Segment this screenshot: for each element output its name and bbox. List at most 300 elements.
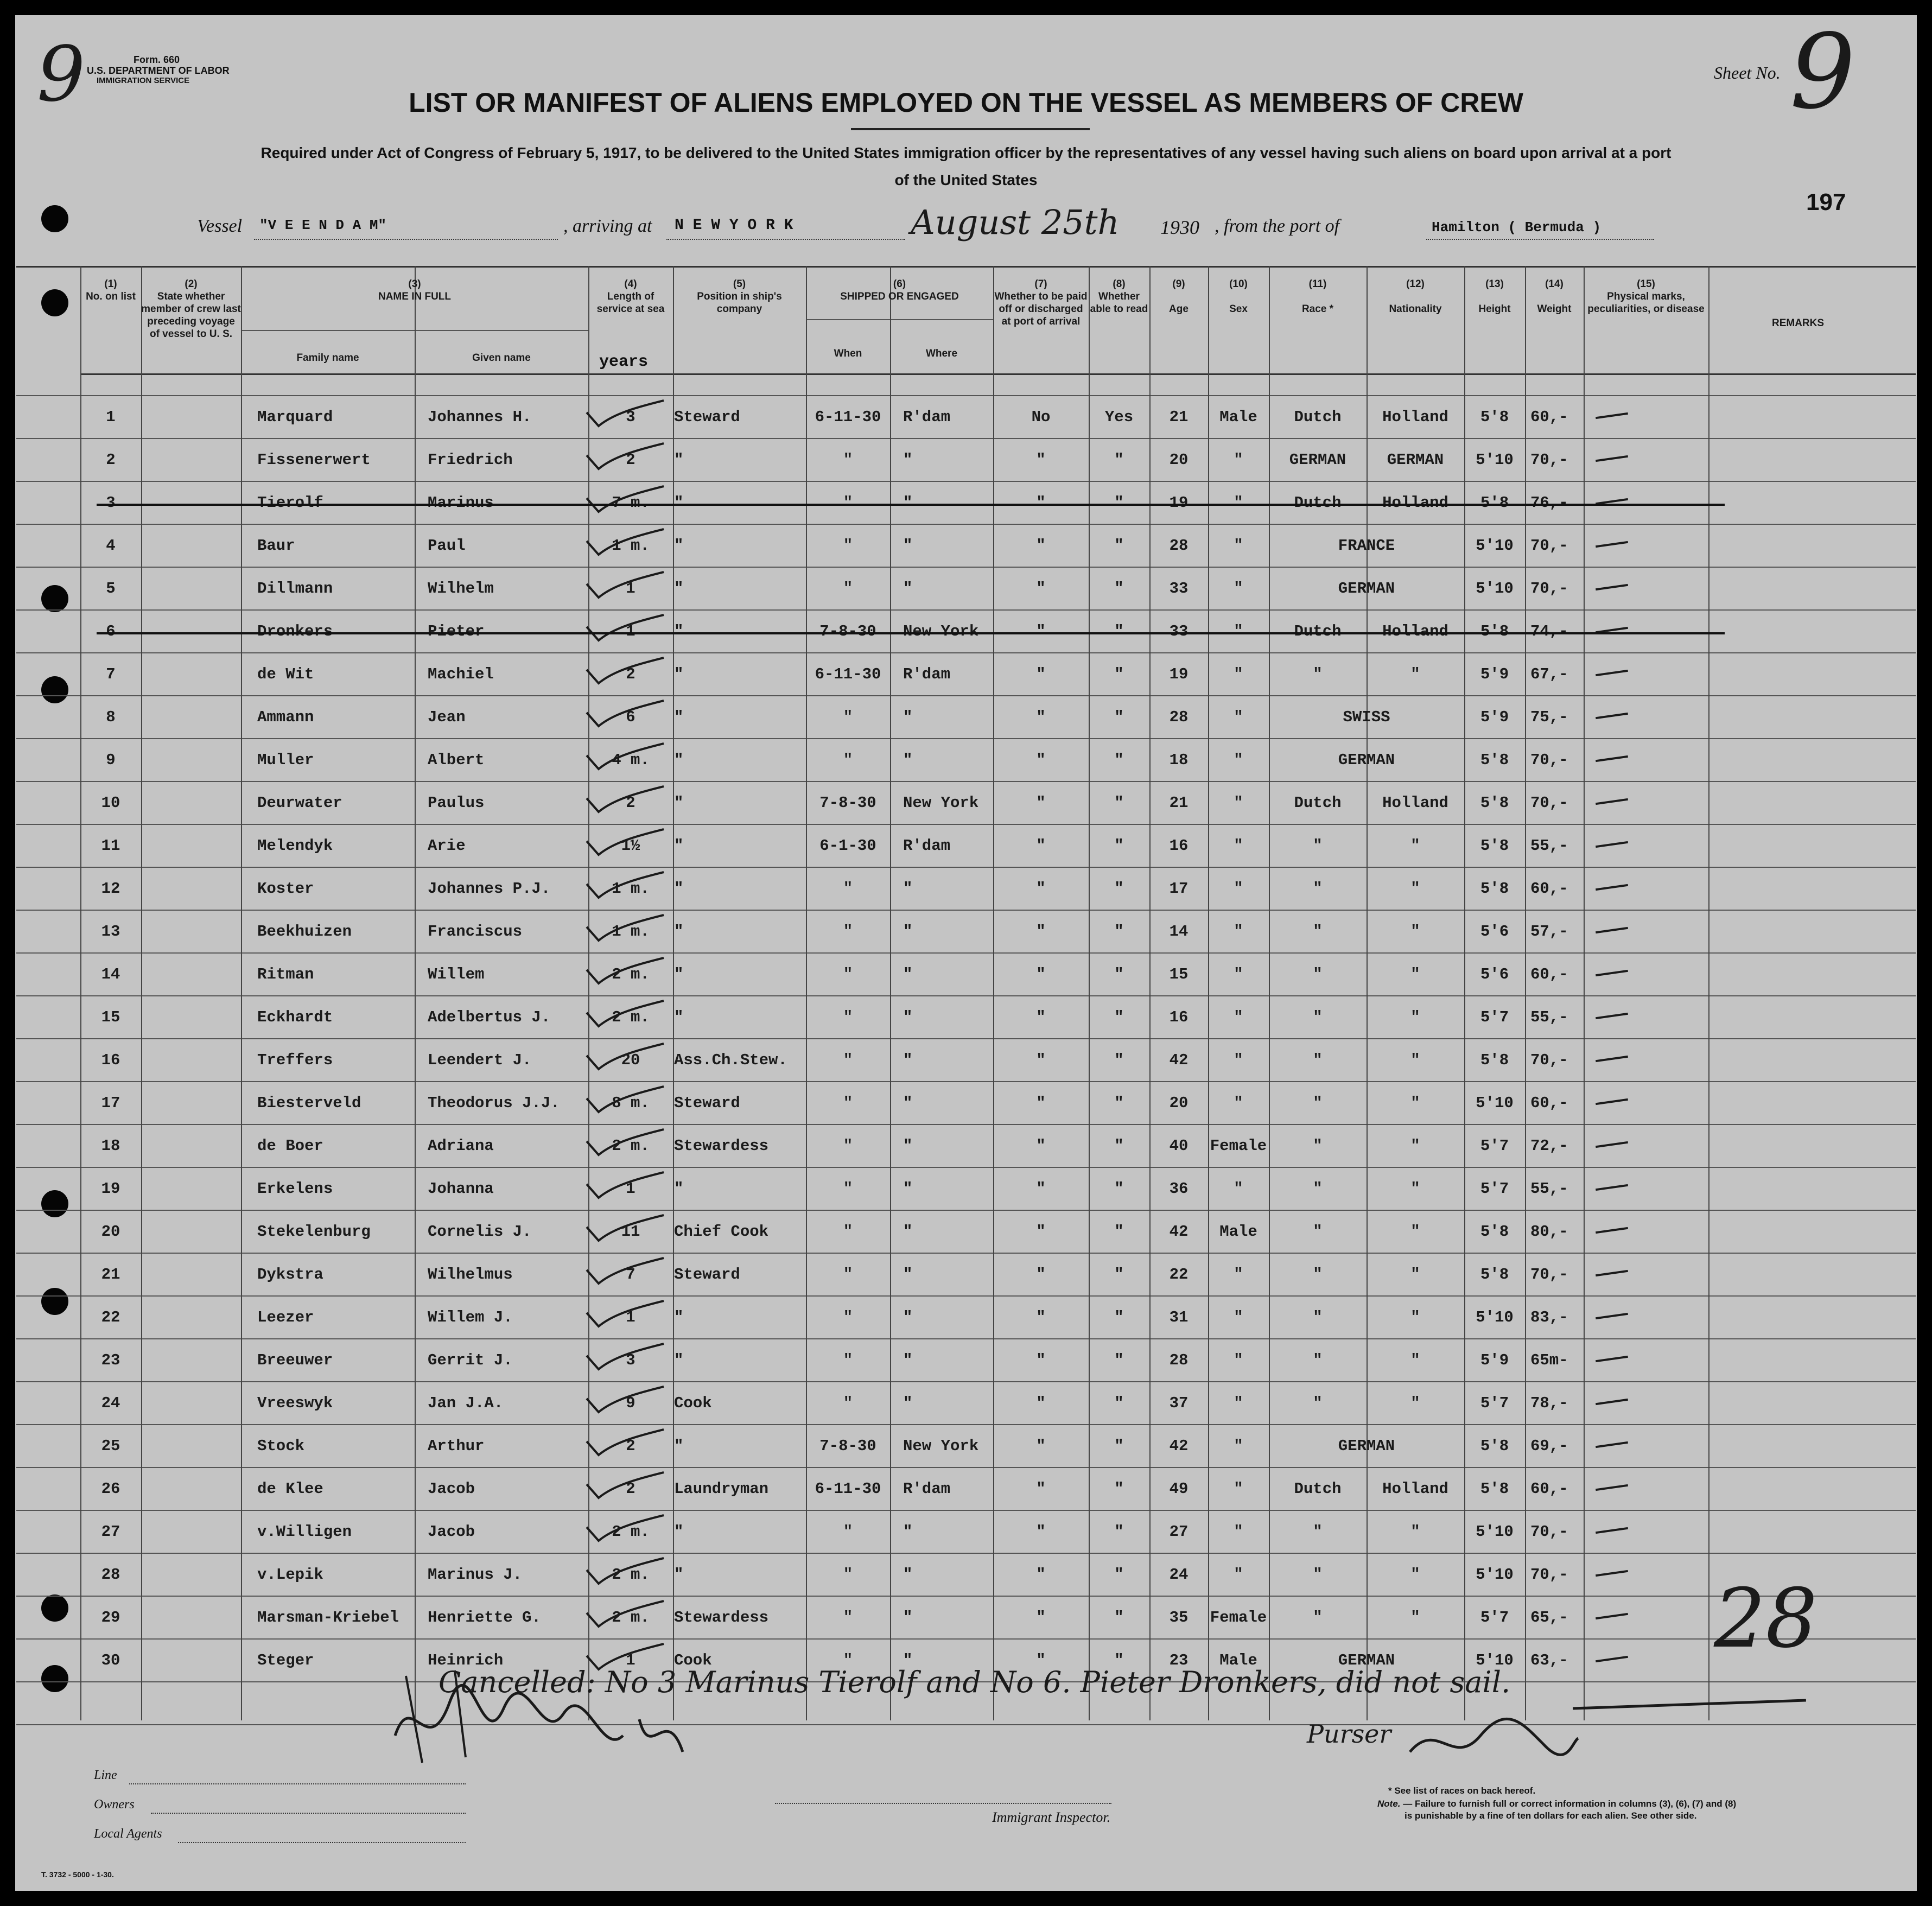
cell-height: 5'8 [1480,1223,1509,1241]
cancelled-note: Cancelled: No 3 Marinus Tierolf and No 6. Pieter Dronkers, did not sail. [438,1665,1511,1699]
check-mark-icon [582,653,669,691]
cell-where: R'dam [903,408,951,426]
cell-family: Stock [257,1437,305,1455]
row-rule [16,1638,1916,1640]
cell-height: 5'7 [1480,1180,1509,1198]
cell-read: " [1114,1051,1124,1069]
cell-len: 2 m. [612,1137,650,1155]
cell-sex: " [1234,837,1243,855]
cell-family: v.Lepik [257,1566,323,1584]
shipped-subheader-rule [806,319,993,320]
row-rule [16,1253,1916,1254]
cell-when: " [843,1651,853,1669]
cell-where: New York [903,622,979,640]
cell-weight: 63,- [1530,1651,1568,1669]
cell-family: Marquard [257,408,333,426]
cell-paid: " [1036,751,1046,769]
cell-no: 15 [101,1008,120,1026]
marks-dash [1596,927,1628,933]
cell-sex: " [1234,965,1243,983]
row-rule [16,1467,1916,1468]
cell-height: 5'6 [1480,965,1509,983]
cell-height: 5'10 [1476,1566,1514,1584]
cell-nat: Holland [1382,408,1448,426]
cell-race: " [1313,880,1323,898]
cell-read: " [1114,923,1124,941]
cell-no: 5 [106,580,116,598]
cell-pos: Steward [674,1094,740,1112]
cell-weight: 60,- [1530,1094,1568,1112]
col-shipped-num: (6) [893,278,906,290]
total-underline [1573,1699,1806,1710]
cell-age: 28 [1169,537,1189,555]
cell-age: 16 [1169,1008,1189,1026]
cell-family: de Klee [257,1480,323,1498]
cell-age: 20 [1169,1094,1189,1112]
column-rule [1525,266,1526,1720]
row-rule [16,952,1916,954]
cell-nat: " [1410,1180,1420,1198]
arrival-year: 1930 [1160,217,1199,238]
cell-weight: 78,- [1530,1394,1568,1412]
row-rule [16,867,1916,868]
cell-age: 28 [1169,708,1189,726]
cell-height: 5'9 [1480,708,1509,726]
col-position-num: (5) [733,278,746,290]
cell-family: Biesterveld [257,1094,361,1112]
column-rule [1089,266,1090,1720]
col-length-header [588,278,673,315]
marks-dash [1596,1484,1628,1491]
cell-paid: " [1036,1394,1046,1412]
cell-len: 2 m. [612,1523,650,1541]
cell-pos: " [674,1437,684,1455]
cell-weight: 55,- [1530,837,1568,855]
cell-given: Jacob [428,1523,475,1541]
col-position-label: Position in ship's company [697,291,782,315]
cell-family: Steger [257,1651,314,1669]
cell-weight: 70,- [1530,1051,1568,1069]
cell-height: 5'8 [1480,837,1509,855]
cell-sex: " [1234,794,1243,812]
cell-age: 16 [1169,837,1189,855]
cell-no: 18 [101,1137,120,1155]
cell-family: Dronkers [257,622,333,640]
subtitle-line-1: Required under Act of Congress of February 5, 1917, to be delivered to the United States immigration officer by the representatives of any vessel having such aliens on board upon arrival at a port [260,144,1672,161]
col-sex-header [1208,278,1269,315]
sheet-label: Sheet No. [1714,63,1781,82]
cell-race: Dutch [1294,1480,1342,1498]
marks-dash [1596,884,1628,891]
cell-age: 37 [1169,1394,1189,1412]
col-family-header: Family name [296,352,359,364]
cell-height: 5'10 [1476,1523,1514,1541]
cell-read: " [1114,751,1124,769]
marks-dash [1596,1270,1628,1276]
cell-when: " [843,1566,853,1584]
cell-len: 11 [621,1223,640,1241]
cell-read: " [1114,580,1124,598]
cell-no: 23 [101,1351,120,1369]
cell-paid: " [1036,1651,1046,1669]
cell-family: Beekhuizen [257,923,352,941]
cell-where: " [903,751,913,769]
cell-paid: " [1036,1137,1046,1155]
column-rule [1149,266,1151,1720]
cell-height: 5'8 [1480,1480,1509,1498]
check-mark-icon [582,396,669,434]
cell-len: 2 [626,1437,635,1455]
cell-when: " [843,708,853,726]
row-rule [16,1210,1916,1211]
cell-nat: Holland [1382,1480,1448,1498]
cell-age: 42 [1169,1223,1189,1241]
col-height-num: (13) [1485,278,1504,290]
cell-where: R'dam [903,837,951,855]
cell-paid: " [1036,580,1046,598]
cell-nat: " [1410,923,1420,941]
cell-sex: " [1234,1266,1243,1284]
cell-height: 5'7 [1480,1137,1509,1155]
marks-dash [1596,1399,1628,1405]
cell-nat: " [1410,1266,1420,1284]
cell-sex: " [1234,923,1243,941]
cell-no: 28 [101,1566,120,1584]
cell-given: Franciscus [428,923,523,941]
col-name-label: NAME IN FULL [378,291,452,302]
row-rule [16,567,1916,568]
col-age-num: (9) [1172,278,1185,290]
cell-sex: Male [1219,408,1257,426]
row-rule [16,1510,1916,1511]
row-rule [16,1038,1916,1039]
cell-when: " [843,923,853,941]
from-label: , from the port of [1215,216,1340,236]
cell-paid: " [1036,923,1046,941]
cell-read: " [1114,1651,1124,1669]
cell-nat: " [1410,880,1420,898]
cell-given: Willem [428,965,485,983]
cell-weight: 83,- [1530,1308,1568,1326]
cell-where: R'dam [903,1480,951,1498]
cell-pos: Stewardess [674,1609,769,1627]
cell-sex: " [1234,494,1243,512]
cell-weight: 65,- [1530,1609,1568,1627]
cell-when: " [843,1223,853,1241]
col-state-label: State whether member of crew last preceding voyage of vessel to U. S. [141,291,241,340]
cell-pos: Cook [674,1651,712,1669]
cell-family: Ritman [257,965,314,983]
cell-no: 8 [106,708,116,726]
column-rule [806,266,807,1720]
cell-height: 5'6 [1480,923,1509,941]
cell-when: " [843,1094,853,1112]
marks-dash [1596,1656,1628,1662]
cell-given: Paulus [428,794,485,812]
cell-given: Arie [428,837,466,855]
cell-nat: " [1410,665,1420,683]
cell-where: " [903,1094,913,1112]
cell-read: " [1114,494,1124,512]
strike-through-line [97,504,1725,506]
cell-weight: 65m- [1530,1351,1568,1369]
column-rule [415,266,416,1720]
cell-len: 2 [626,451,635,469]
cell-nat: Holland [1382,622,1448,640]
cell-height: 5'8 [1480,622,1509,640]
cell-sex: " [1234,751,1243,769]
cell-nat: " [1410,1566,1420,1584]
cell-sex: " [1234,580,1243,598]
marks-dash [1596,1441,1628,1448]
cell-age: 35 [1169,1609,1189,1627]
cell-race: " [1313,1394,1323,1412]
cell-pos: " [674,751,684,769]
cell-race: " [1313,1051,1323,1069]
cell-len: 7 m. [612,494,650,512]
cell-height: 5'9 [1480,665,1509,683]
cell-when: " [843,580,853,598]
cell-height: 5'10 [1476,537,1514,555]
cell-len: 1 [626,622,635,640]
col-height-label: Height [1478,303,1511,315]
cell-read: " [1114,622,1124,640]
cell-when: 6-11-30 [815,1480,881,1498]
col-nationality-num: (12) [1406,278,1425,290]
line-field [129,1783,466,1784]
cell-where: New York [903,1437,979,1455]
purser-signature: Purser [1307,1719,1391,1749]
crew-total: 28 [1714,1572,1817,1666]
cell-where: " [903,1351,913,1369]
cell-family: Melendyk [257,837,333,855]
cell-height: 5'10 [1476,1094,1514,1112]
cell-len: 1 m. [612,537,650,555]
cell-weight: 70,- [1530,1266,1568,1284]
cell-when: " [843,1008,853,1026]
cell-family: de Boer [257,1137,323,1155]
row-rule [16,781,1916,782]
cell-family: Ammann [257,708,314,726]
department-name: U.S. DEPARTMENT OF LABOR [87,65,230,76]
table-top-rule [16,266,1916,268]
cell-race: Dutch [1294,494,1342,512]
cell-sex: " [1234,1180,1243,1198]
marks-dash [1596,584,1628,590]
row-rule [16,695,1916,696]
cell-when: " [843,1351,853,1369]
cell-when: " [843,537,853,555]
purser-scrawl [1404,1708,1584,1774]
cell-read: " [1114,1223,1124,1241]
cell-pos: " [674,622,684,640]
cell-family: Baur [257,537,295,555]
cell-given: Leendert J. [428,1051,532,1069]
cell-race: " [1313,1180,1323,1198]
cell-family: Leezer [257,1308,314,1326]
marks-dash [1596,713,1628,719]
cell-when: 6-11-30 [815,665,881,683]
cell-no: 12 [101,880,120,898]
cell-pos: " [674,1180,684,1198]
cell-sex: " [1234,1351,1243,1369]
cell-sex: Male [1219,1223,1257,1241]
cell-given: Willem J. [428,1308,513,1326]
page-title: LIST OR MANIFEST OF ALIENS EMPLOYED ON THE VESSEL AS MEMBERS OF CREW [409,87,1523,118]
strike-through-line [97,632,1725,634]
row-rule [16,395,1916,396]
col-read-num: (8) [1113,278,1126,290]
col-state-num: (2) [185,278,198,290]
row-rule [16,1167,1916,1168]
col-no-label: No. on list [86,291,136,302]
cell-nat: " [1410,1523,1420,1541]
check-mark-icon [582,568,669,606]
col-marks-num: (15) [1637,278,1655,290]
cell-nat: " [1410,965,1420,983]
cell-read: " [1114,1308,1124,1326]
cell-where: " [903,1609,913,1627]
cell-race: SWISS [1343,708,1390,726]
cell-sex: " [1234,451,1243,469]
col-read-label: Whether able to read [1090,291,1148,315]
check-mark-icon [582,1425,669,1463]
cell-where: " [903,537,913,555]
column-rule [1584,266,1585,1720]
cell-weight: 55,- [1530,1180,1568,1198]
cell-pos: Stewardess [674,1137,769,1155]
col-race-num: (11) [1308,278,1327,290]
col-shipped-label: SHIPPED OR ENGAGED [840,291,959,302]
cell-when: " [843,1266,853,1284]
marks-dash [1596,755,1628,762]
cell-given: Friedrich [428,451,513,469]
cell-race: " [1313,837,1323,855]
cell-nat: " [1410,1051,1420,1069]
marks-dash [1596,1613,1628,1619]
row-rule [16,1081,1916,1082]
cell-where: " [903,708,913,726]
cell-pos: " [674,965,684,983]
check-mark-icon [582,739,669,777]
cell-read: " [1114,537,1124,555]
row-rule [16,824,1916,825]
cell-paid: " [1036,1308,1046,1326]
punch-hole [41,1665,68,1692]
cell-age: 22 [1169,1266,1189,1284]
cell-race: FRANCE [1338,537,1395,555]
col-height-header [1464,278,1525,315]
column-rule [1464,266,1465,1720]
from-underline [1426,239,1654,240]
check-mark-icon [582,1168,669,1206]
cell-read: " [1114,880,1124,898]
fine-note [1377,1799,1736,1809]
cell-sex: " [1234,1394,1243,1412]
cell-no: 29 [101,1609,120,1627]
cell-where: " [903,965,913,983]
cell-given: Jan J.A. [428,1394,504,1412]
cell-height: 5'8 [1480,880,1509,898]
cell-sex: " [1234,1094,1243,1112]
col-name-header [241,278,588,303]
cell-no: 14 [101,965,120,983]
cell-paid: " [1036,1566,1046,1584]
cell-where: " [903,580,913,598]
column-rule [1208,266,1209,1720]
cell-sex: " [1234,1051,1243,1069]
marks-dash [1596,798,1628,805]
cell-weight: 70,- [1530,1566,1568,1584]
row-rule [16,1124,1916,1125]
col-name-num: (3) [408,278,421,290]
check-mark-icon [582,525,669,563]
cell-nat: GERMAN [1387,451,1444,469]
cell-age: 23 [1169,1651,1189,1669]
cell-race: " [1313,1308,1323,1326]
vessel-name: "V E E N D A M" [259,217,387,233]
cell-sex: " [1234,1566,1243,1584]
cell-given: Arthur [428,1437,485,1455]
cell-where: " [903,1266,913,1284]
cell-no: 4 [106,537,116,555]
cell-height: 5'7 [1480,1394,1509,1412]
cell-no: 13 [101,923,120,941]
cell-age: 19 [1169,494,1189,512]
cell-read: " [1114,837,1124,855]
check-mark-icon [582,1382,669,1420]
cell-age: 27 [1169,1523,1189,1541]
cell-race: GERMAN [1338,751,1395,769]
cell-nat: " [1410,837,1420,855]
cell-race: " [1313,665,1323,683]
check-mark-icon [582,1468,669,1506]
cell-paid: " [1036,1266,1046,1284]
cell-age: 15 [1169,965,1189,983]
row-rule [16,1295,1916,1297]
cell-sex: " [1234,665,1243,683]
cell-pos: " [674,494,684,512]
cell-age: 19 [1169,665,1189,683]
sheet-number: 9 [1790,15,1855,132]
column-rule [241,266,242,1720]
cell-age: 14 [1169,923,1189,941]
subtitle-line-2: of the United States [894,171,1038,188]
cell-paid: " [1036,665,1046,683]
row-rule [16,1381,1916,1382]
cell-where: " [903,880,913,898]
cell-sex: Female [1210,1609,1267,1627]
cell-pos: " [674,1566,684,1584]
col-paid-num: (7) [1034,278,1047,290]
cell-age: 40 [1169,1137,1189,1155]
cell-read: " [1114,1394,1124,1412]
cell-no: 9 [106,751,116,769]
cell-pos: " [674,923,684,941]
cell-pos: " [674,580,684,598]
cell-read: " [1114,708,1124,726]
row-rule [16,438,1916,439]
marks-dash [1596,670,1628,676]
check-mark-icon [582,1211,669,1249]
punch-hole [41,1190,68,1217]
cell-race: Dutch [1294,622,1342,640]
cell-read: " [1114,1137,1124,1155]
cell-given: Marinus J. [428,1566,523,1584]
cell-paid: " [1036,1523,1046,1541]
cell-read: " [1114,451,1124,469]
print-code: T. 3732 - 5000 - 1-30. [41,1870,114,1879]
